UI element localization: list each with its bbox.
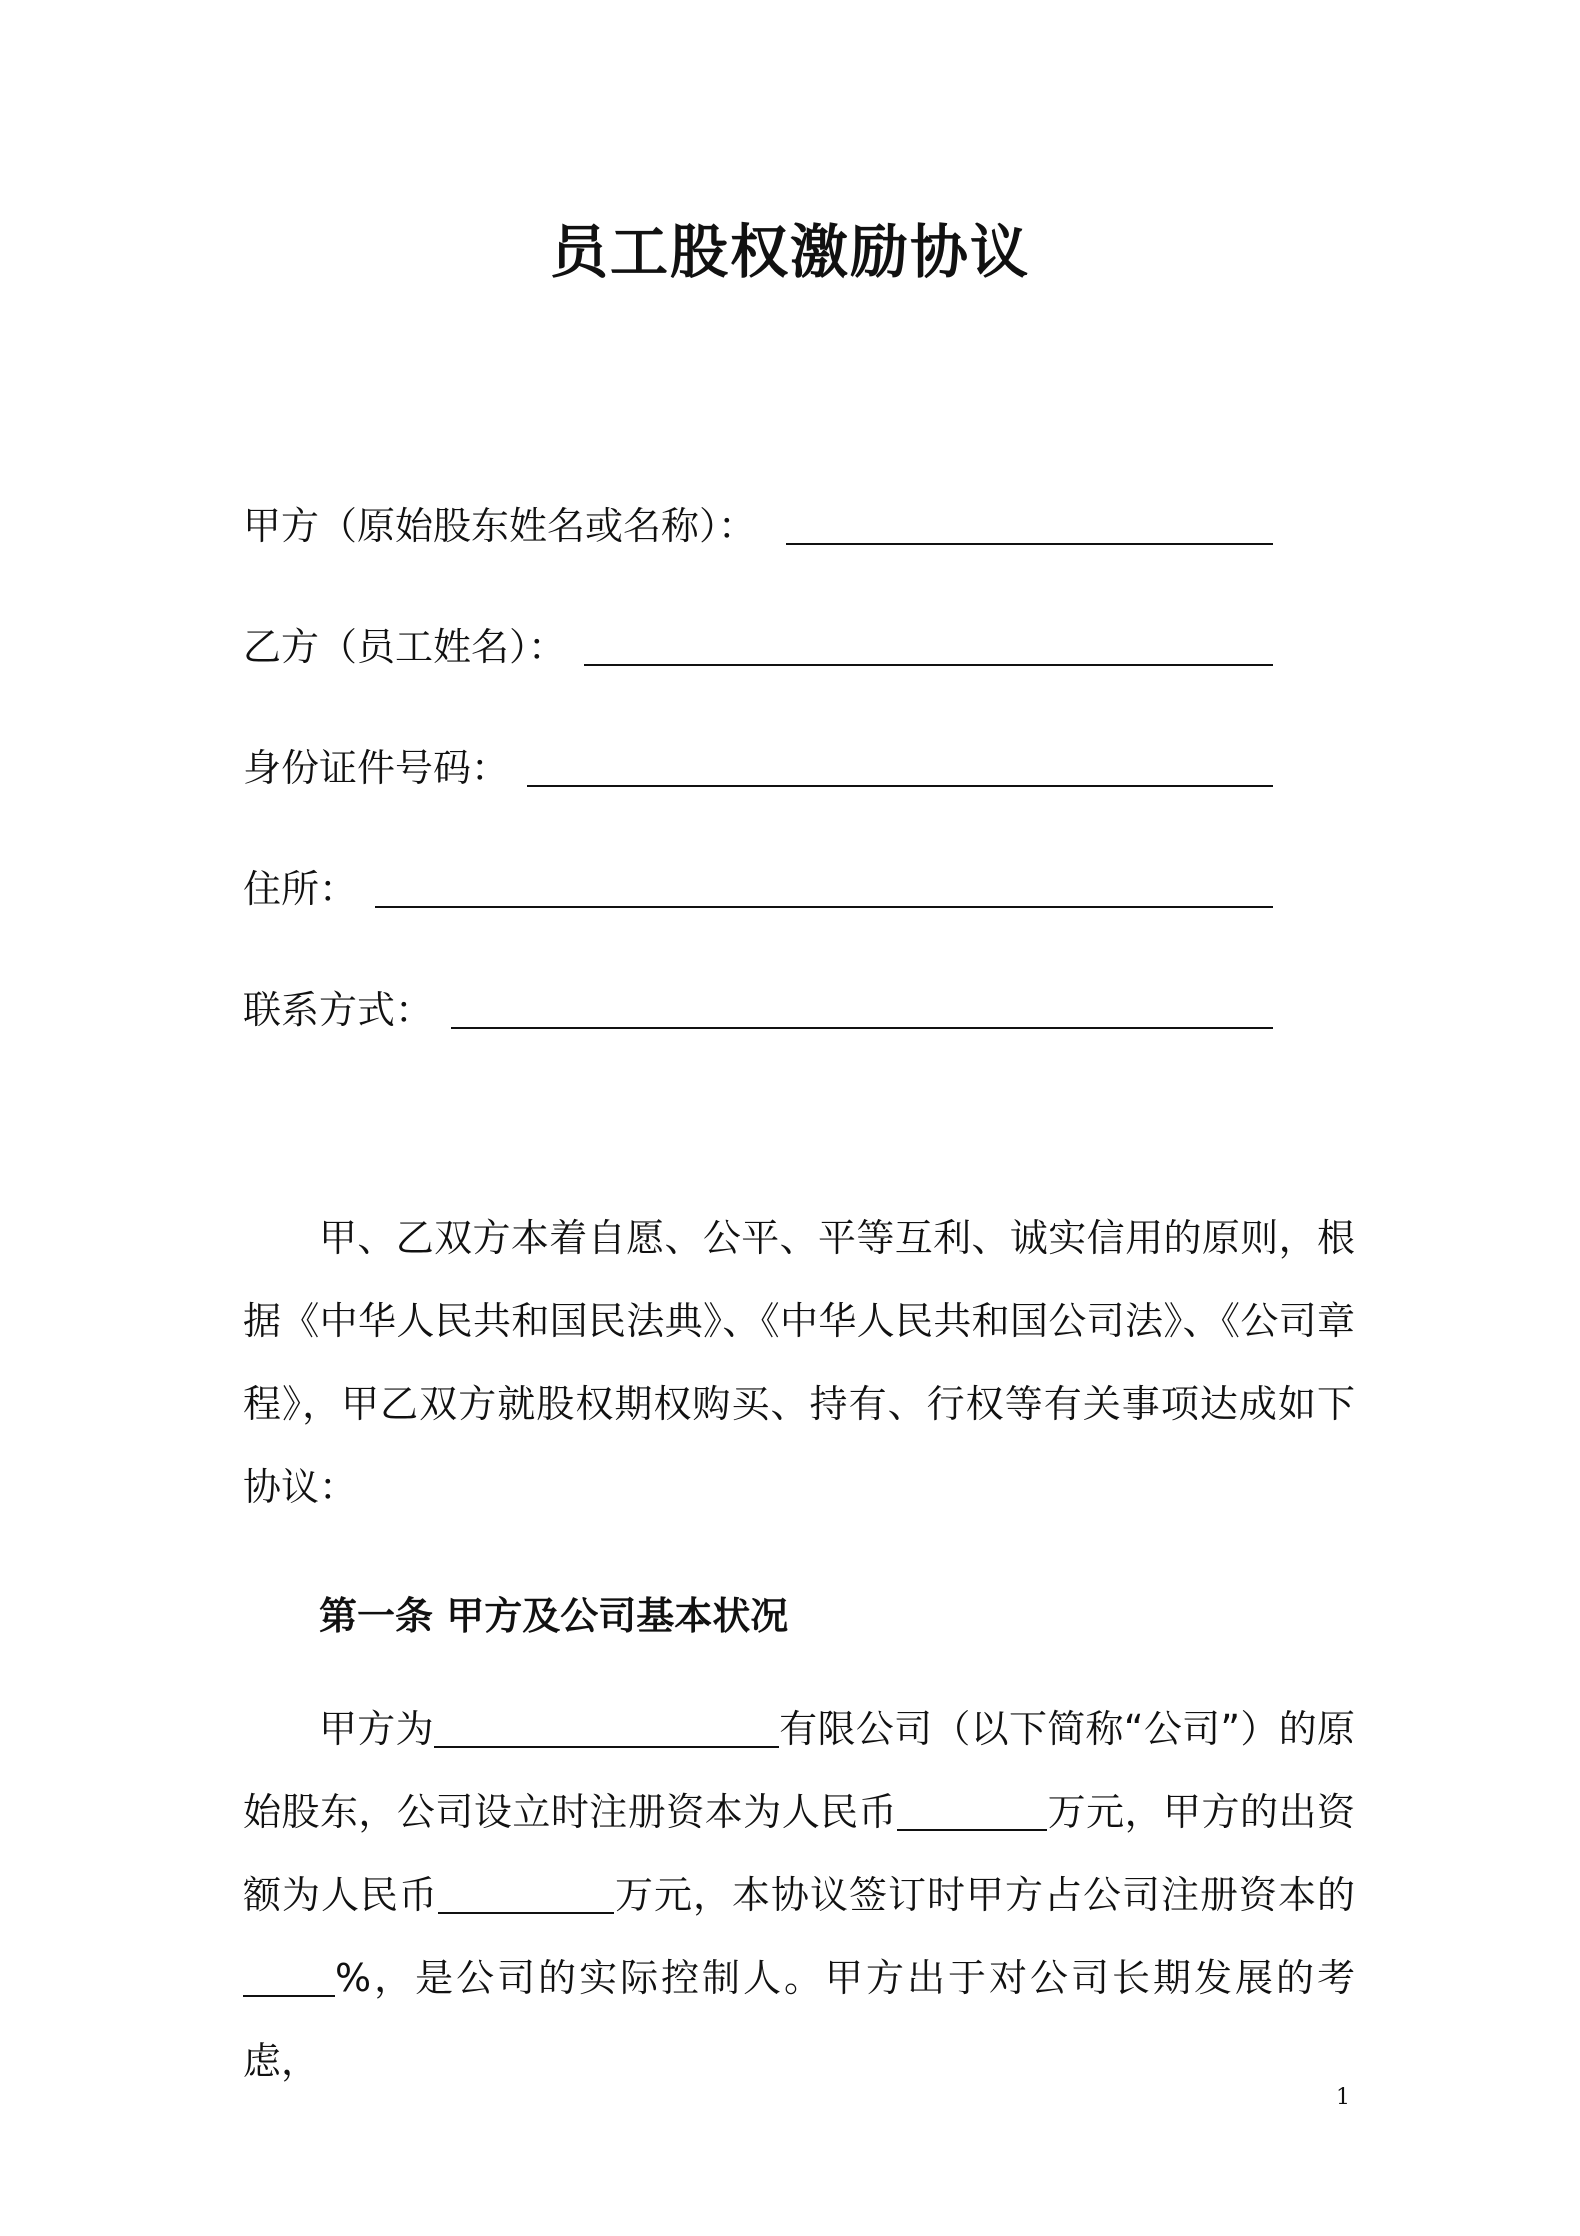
- field-party-a-label: 甲方（原始股东姓名或名称）：: [243, 504, 757, 548]
- field-party-b-label: 乙方（员工姓名）：: [243, 625, 567, 669]
- registered-capital-blank[interactable]: [897, 1793, 1047, 1831]
- field-id-number-label: 身份证件号码：: [243, 746, 510, 790]
- field-id-number: [243, 727, 1273, 790]
- intro-paragraph: 甲、乙双方本着自愿、公平、平等互利、诚实信用的原则，根据《中华人民共和国民法典》、《中华人民共和国公司法》、《公司章程》，甲乙双方就股权期权购买、持有、行权等有关事项达成如下协议：: [243, 1216, 1355, 1509]
- field-contact-label: 联系方式：: [243, 988, 434, 1032]
- field-address-label: 住所：: [243, 867, 358, 911]
- field-id-number-blank[interactable]: [527, 745, 1273, 787]
- field-contact-blank[interactable]: [451, 987, 1273, 1029]
- article-1-text-3: 万元，甲方的出资额为人民币: [243, 1790, 1355, 1917]
- field-party-a-blank[interactable]: [786, 503, 1273, 545]
- field-contact: [243, 969, 1273, 1032]
- field-address-blank[interactable]: [375, 866, 1273, 908]
- article-1-text-1: 甲方为: [319, 1707, 434, 1751]
- contribution-amount-blank[interactable]: [438, 1876, 614, 1914]
- article-1-text-5: %，是公司的实际控制人。甲方出于对公司长期发展的考虑，: [243, 1956, 1355, 2083]
- field-address: [243, 848, 1273, 911]
- company-name-blank[interactable]: [434, 1710, 779, 1748]
- page-number: 1: [1336, 2085, 1350, 2110]
- share-percentage-blank[interactable]: [243, 1959, 335, 1997]
- field-party-a: [243, 485, 1273, 548]
- article-1-heading: 第一条 甲方及公司基本状况: [319, 1594, 789, 1638]
- document-title: 员工股权激励协议: [549, 218, 1030, 286]
- article-1-text-4: 万元，本协议签订时甲方占公司注册资本的: [614, 1873, 1355, 1917]
- article-1-paragraph: [243, 1688, 1355, 2103]
- field-party-b-blank[interactable]: [584, 624, 1273, 666]
- field-party-b: [243, 606, 1273, 669]
- article-1-text-2: 有限公司（以下简称“公司”）的原始股东，公司设立时注册资本为人民币: [243, 1707, 1355, 1834]
